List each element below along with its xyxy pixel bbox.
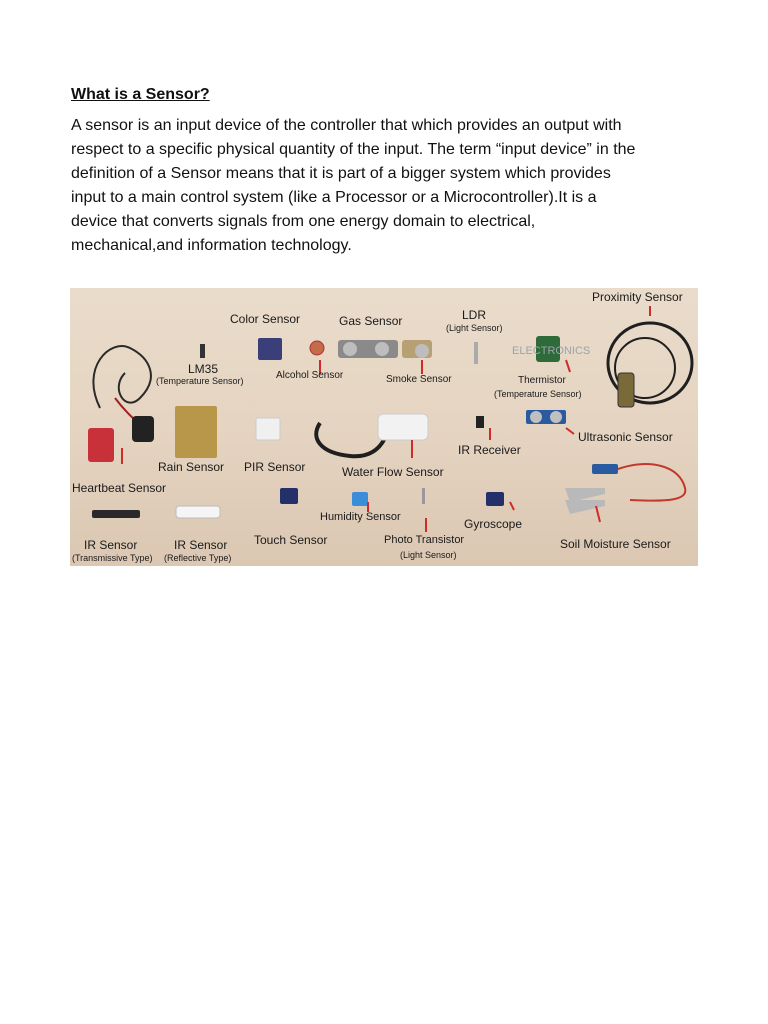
proximity-body [618,373,634,407]
heartbeat-cable [93,346,150,408]
proximity-sensor-label: Proximity Sensor [592,290,683,304]
photo-transistor-label: Photo Transistor [384,534,465,546]
paragraph-line: device that converts signals from one energy domain to electrical, [71,213,536,230]
color-sensor-board [258,338,282,360]
pir-sensor-label: PIR Sensor [244,460,306,474]
water-flow-sensor-label: Water Flow Sensor [342,465,444,479]
ultrasonic-eye [550,411,562,423]
definition-paragraph [71,114,711,258]
pir-sensor-dome [256,418,280,440]
ir-sensor-transmissive-sublabel: (Transmissive Type) [72,553,153,563]
paragraph-line: mechanical,and information technology. [71,237,352,254]
paragraph-line: definition of a Sensor means that it is part of a bigger system which provides [71,165,611,182]
gas-sensor-label: Gas Sensor [339,314,403,328]
ldr-label: LDR [462,308,487,322]
thermistor-label: Thermistor [518,375,566,386]
smoke-sensor-label: Smoke Sensor [386,374,452,385]
touch-sensor-label: Touch Sensor [254,533,328,547]
alcohol-sensor-part [310,341,324,355]
heartbeat-sensor-label: Heartbeat Sensor [72,481,167,495]
ir-sensor-reflective-sublabel: (Reflective Type) [164,553,232,563]
soil-moisture-probe [565,500,605,514]
ir-sensor-transmissive-label: IR Sensor [84,538,138,552]
lm35-sublabel: (Temperature Sensor) [156,376,244,386]
humidity-sensor-label: Humidity Sensor [320,511,401,523]
sensors-illustration [70,288,698,566]
heartbeat-clip [132,416,154,442]
photo-transistor-part [422,488,425,504]
gas-sensor-cap [375,342,389,356]
water-flow-body [378,414,428,440]
ldr-part [474,342,478,364]
heartbeat-board [88,428,114,462]
ir-sensor-reflective-label: IR Sensor [174,538,228,552]
lm35-part [200,344,205,358]
ir-reflective-board [176,506,220,518]
page-heading: What is a Sensor? [71,86,210,103]
soil-moisture-sensor-label: Soil Moisture Sensor [560,537,671,551]
color-sensor-label: Color Sensor [230,312,301,326]
ir-receiver-part [476,416,484,428]
ldr-sublabel: (Light Sensor) [446,323,503,333]
rain-sensor-label: Rain Sensor [158,460,225,474]
watermark-text: ELECTRONICS [512,345,591,357]
paragraph-line: respect to a specific physical quantity of the input. The term “input device” in the [71,141,636,158]
lm35-label: LM35 [188,362,219,376]
alcohol-sensor-label: Alcohol Sensor [276,370,344,381]
ultrasonic-sensor-label: Ultrasonic Sensor [578,430,673,444]
soil-moisture-wire [618,464,685,501]
rain-sensor-board [175,406,217,458]
sensors-photo [70,288,698,566]
paragraph-line: A sensor is an input device of the controller that which provides an output with [71,117,622,134]
ir-transmissive-board [92,510,140,518]
gas-sensor-cap [343,342,357,356]
photo-transistor-sublabel: (Light Sensor) [400,550,457,560]
water-flow-cable [316,423,385,456]
gyroscope-label: Gyroscope [464,517,523,531]
gyroscope-board [486,492,504,506]
soil-moisture-probe [565,488,605,502]
touch-sensor-board [280,488,298,504]
ultrasonic-eye [530,411,542,423]
humidity-sensor-part [352,492,368,506]
ir-receiver-label: IR Receiver [458,443,521,457]
paragraph-line: input to a main control system (like a Processor or a Microcontroller).It is a [71,189,597,206]
soil-moisture-board [592,464,618,474]
smoke-sensor-cap [415,344,429,358]
thermistor-sublabel: (Temperature Sensor) [494,389,582,399]
